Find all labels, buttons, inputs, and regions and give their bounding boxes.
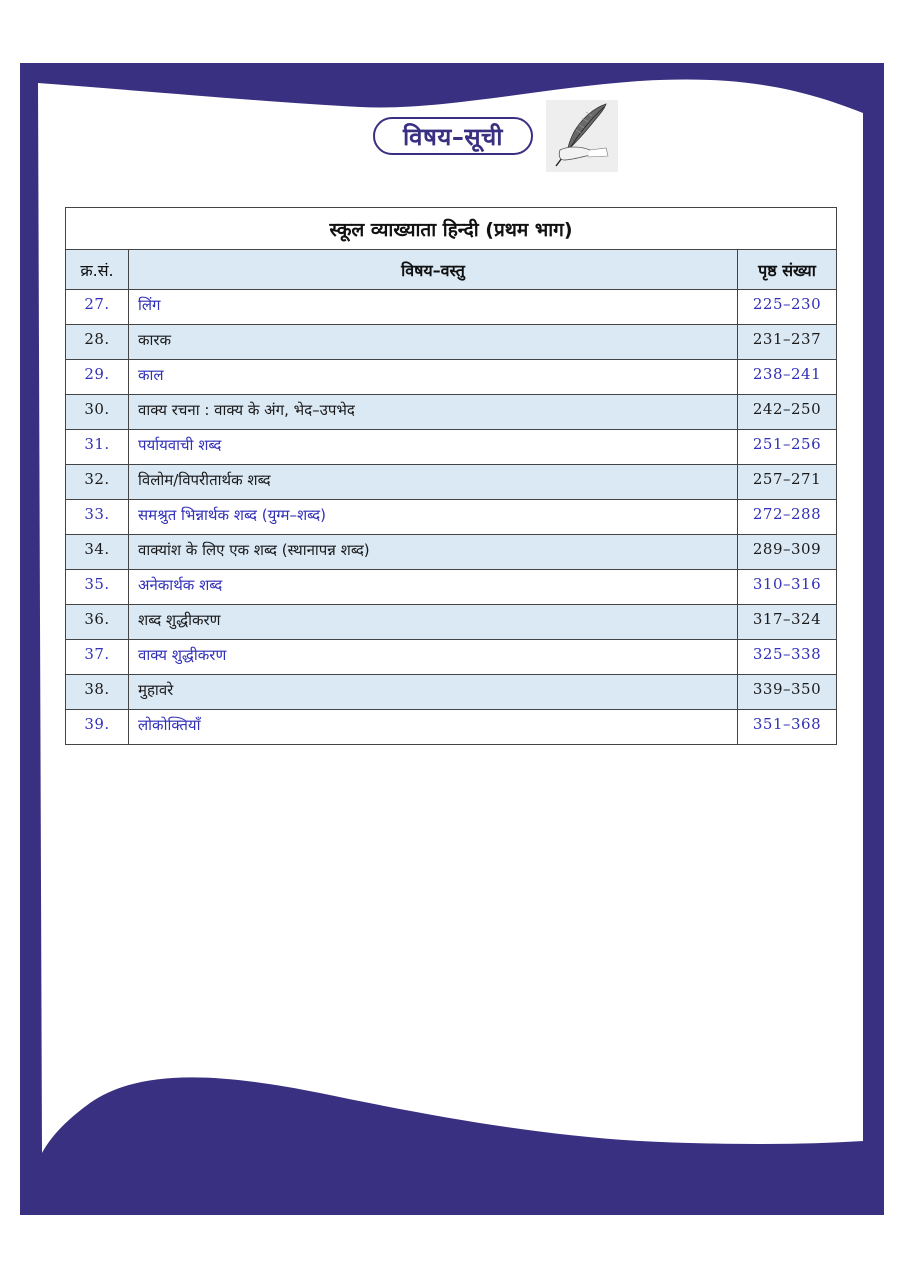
row-serial: 29.: [66, 360, 129, 395]
row-pages: 257–271: [738, 465, 837, 500]
row-pages: 225–230: [738, 290, 837, 325]
table-row[interactable]: [66, 570, 837, 605]
row-serial: 37.: [66, 640, 129, 675]
row-topic[interactable]: शब्द शुद्धीकरण: [129, 605, 738, 640]
table-row[interactable]: [66, 675, 837, 710]
table-caption: स्कूल व्याख्याता हिन्दी (प्रथम भाग): [66, 208, 837, 250]
table-of-contents: [65, 207, 837, 745]
row-serial: 34.: [66, 535, 129, 570]
table-caption-row: [66, 208, 837, 250]
row-pages: 251–256: [738, 430, 837, 465]
row-topic[interactable]: पर्यायवाची शब्द: [129, 430, 738, 465]
header-pages: पृष्ठ संख्या: [738, 250, 837, 290]
page-title: विषय–सूची: [373, 117, 533, 155]
table-row[interactable]: [66, 395, 837, 430]
row-serial: 35.: [66, 570, 129, 605]
row-pages: 242–250: [738, 395, 837, 430]
table-row[interactable]: [66, 535, 837, 570]
row-pages: 351–368: [738, 710, 837, 745]
row-serial: 33.: [66, 500, 129, 535]
row-pages: 317–324: [738, 605, 837, 640]
row-topic[interactable]: वाक्य शुद्धीकरण: [129, 640, 738, 675]
row-topic[interactable]: वाक्यांश के लिए एक शब्द (स्थानापन्न शब्द): [129, 535, 738, 570]
row-serial: 30.: [66, 395, 129, 430]
row-topic[interactable]: समश्रुत भिन्नार्थक शब्द (युग्म–शब्द): [129, 500, 738, 535]
quill-pen-icon: [546, 100, 618, 172]
row-topic[interactable]: काल: [129, 360, 738, 395]
row-serial: 27.: [66, 290, 129, 325]
table-row[interactable]: [66, 500, 837, 535]
row-topic[interactable]: लोकोक्तियाँ: [129, 710, 738, 745]
table-row[interactable]: [66, 290, 837, 325]
row-serial: 39.: [66, 710, 129, 745]
header-serial: क्र.सं.: [66, 250, 129, 290]
table-row[interactable]: [66, 430, 837, 465]
row-pages: 325–338: [738, 640, 837, 675]
row-topic[interactable]: लिंग: [129, 290, 738, 325]
table-row[interactable]: [66, 640, 837, 675]
page-header: [0, 100, 905, 175]
table-header-row: [66, 250, 837, 290]
header-topic: विषय–वस्तु: [129, 250, 738, 290]
row-topic[interactable]: कारक: [129, 325, 738, 360]
row-serial: 36.: [66, 605, 129, 640]
row-topic[interactable]: मुहावरे: [129, 675, 738, 710]
table-row[interactable]: [66, 710, 837, 745]
row-serial: 32.: [66, 465, 129, 500]
row-serial: 28.: [66, 325, 129, 360]
row-serial: 38.: [66, 675, 129, 710]
row-pages: 238–241: [738, 360, 837, 395]
row-topic[interactable]: वाक्य रचना : वाक्य के अंग, भेद–उपभेद: [129, 395, 738, 430]
row-serial: 31.: [66, 430, 129, 465]
row-pages: 310–316: [738, 570, 837, 605]
row-topic[interactable]: विलोम/विपरीतार्थक शब्द: [129, 465, 738, 500]
table-row[interactable]: [66, 465, 837, 500]
row-pages: 272–288: [738, 500, 837, 535]
row-topic[interactable]: अनेकार्थक शब्द: [129, 570, 738, 605]
table-row[interactable]: [66, 360, 837, 395]
table-row[interactable]: [66, 605, 837, 640]
row-pages: 339–350: [738, 675, 837, 710]
table-row[interactable]: [66, 325, 837, 360]
row-pages: 231–237: [738, 325, 837, 360]
row-pages: 289–309: [738, 535, 837, 570]
